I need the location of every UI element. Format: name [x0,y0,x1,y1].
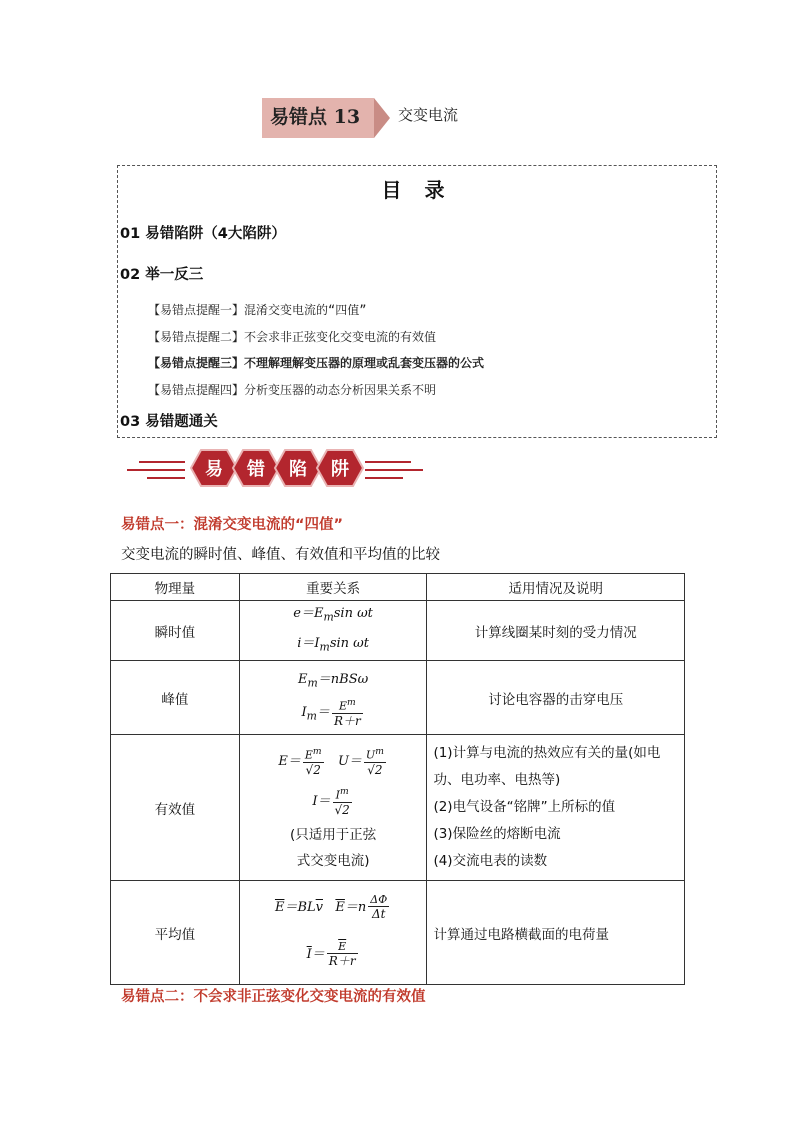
toc-item: 【易错点提醒四】分析变压器的动态分析因果关系不明 [148,383,437,397]
table-of-contents [117,165,717,438]
section-heading-1: 易错点一：混淆交变电流的“四值” [121,517,344,533]
table-header-row [111,574,685,601]
table-row [111,601,685,661]
table-row [111,881,685,985]
section-intro: 交变电流的瞬时值、峰值、有效值和平均值的比较 [121,547,440,563]
formula: E＝ $\frac{E^m}{√2}$ U＝ $\frac{U^m}{√2}$ [278,745,384,777]
banner-arrow [374,98,390,138]
column-header: 物理量 [111,574,240,601]
relation-cell [239,661,427,735]
relation-cell [239,735,427,881]
formula: I＝ $\frac{I^m}{√2}$ [312,785,350,817]
description-line: (4)交流电表的读数 [433,853,548,870]
toc-title: 目 录 [381,178,453,202]
deco-char: 陷 [289,459,307,480]
table-row [111,735,685,881]
toc-section-2: 02 举一反三 [120,267,204,283]
description-cell: 讨论电容器的击穿电压 [427,661,685,735]
toc-section-3: 03 易错题通关 [120,414,218,430]
relation-cell [239,601,427,661]
quantity-name: 平均值 [111,881,240,985]
description-line: (1)计算与电流的热效应有关的量(如电 [433,745,661,762]
quantity-name: 峰值 [111,661,240,735]
description-cell: 计算通过电路横截面的电荷量 [427,881,685,985]
formula: $\overline{E}=BL\overline{v}$ $\overline{E}=n$ $\frac{\Delta\Phi}{\Delta t}$ [274,892,388,921]
column-header: 重要关系 [239,574,427,601]
description-cell: 计算线圈某时刻的受力情况 [427,601,685,661]
right-ornament [365,462,423,478]
toc-item: 【易错点提醒三】不理解理解变压器的原理或乱套变压器的公式 [148,356,485,370]
deco-char: 易 [205,459,223,480]
relation-cell [239,881,427,985]
table-row [111,661,685,735]
description-line: 功、电功率、电热等) [433,772,561,789]
trap-section-decoration [125,440,425,492]
banner-badge: 易错点 13 [270,106,361,128]
description-cell [427,735,685,881]
quantity-name: 有效值 [111,735,240,881]
toc-item: 【易错点提醒二】不会求非正弦变化交变电流的有效值 [148,330,437,344]
quantity-name: 瞬时值 [111,601,240,661]
column-header: 适用情况及说明 [427,574,685,601]
description-line: (2)电气设备“铭牌”上所标的值 [433,799,616,816]
section-heading-2: 易错点二：不会求非正弦变化交变电流的有效值 [121,989,426,1005]
formula: $E_m=nBS\omega$ [298,671,369,690]
note: (只适用于正弦 [289,826,377,843]
toc-item: 【易错点提醒一】混淆交变电流的“四值” [148,303,367,317]
toc-section-1: 01 易错陷阱（4大陷阱） [120,226,286,242]
formula: $e=E_m\sin$ ωt [293,606,373,624]
deco-char: 阱 [331,459,349,480]
formula: $i=I_m\sin$ ωt [297,635,369,654]
formula: $I_m=$ $\frac{E^m}{R+r}$ [301,697,361,728]
comparison-table [110,573,685,985]
left-ornament [127,462,185,478]
note: 式交变电流) [296,852,370,869]
description-line: (3)保险丝的熔断电流 [433,826,561,843]
deco-char: 错 [247,459,265,480]
page-title: 交变电流 [398,106,459,124]
formula: $\overline{I}=$ $\frac{\overline{E}}{R+r}$ [306,939,356,968]
